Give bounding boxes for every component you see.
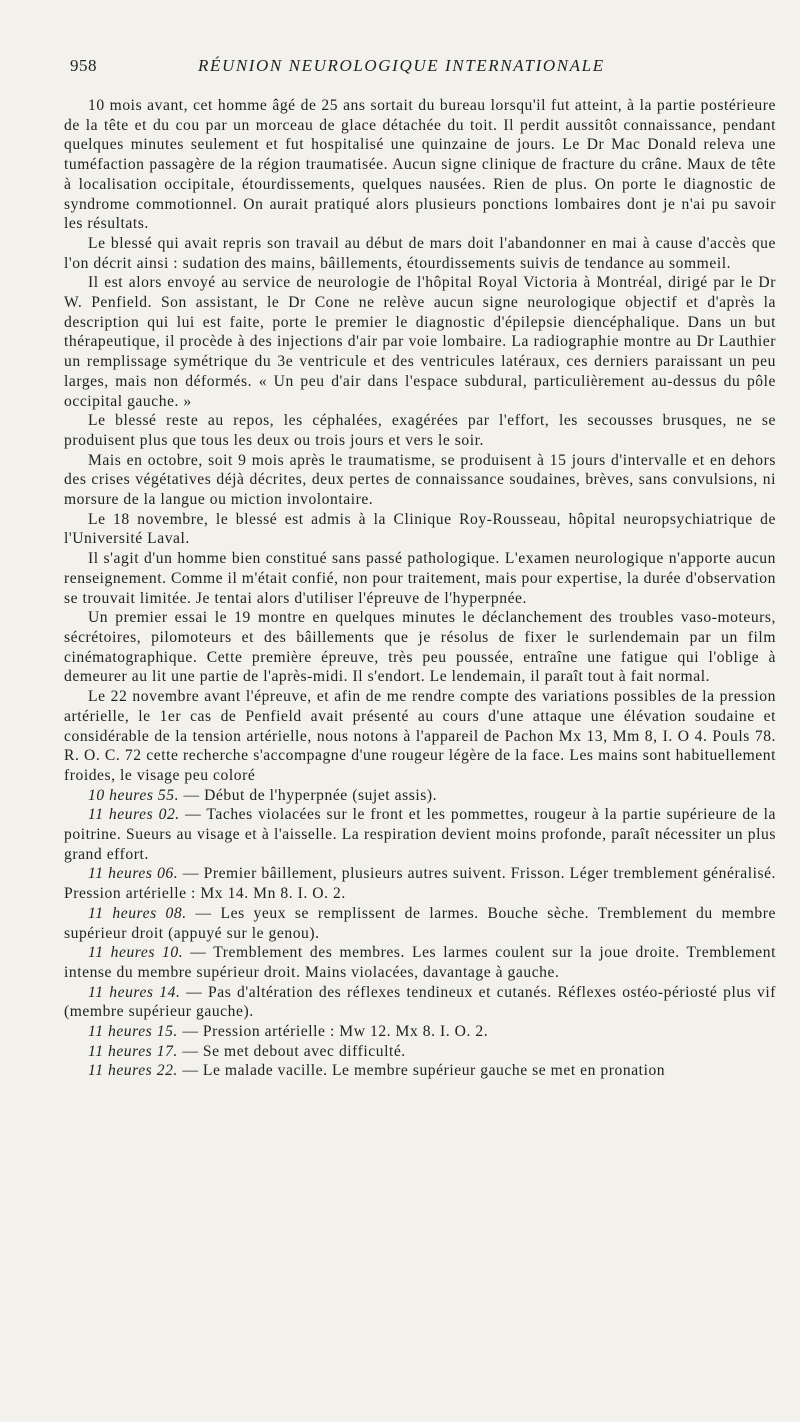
- time-stamp: 11 heures 10.: [88, 944, 184, 962]
- paragraph-text: — Le malade vacille. Le membre supérieur gauche se met en pronation: [177, 1062, 666, 1080]
- paragraph: [64, 1042, 776, 1062]
- paragraph-text: — Début de l'hyperpnée (sujet assis).: [179, 786, 438, 804]
- paragraph-text: 10 mois avant, cet homme âgé de 25 ans sortait du bureau lorsqu'il fut atteint, à la partie postérieure de la tête et du cou par un morceau de glace détachée du toit. Il perdit aussitôt connaissance, pendant quelques minutes seulement et fut hospitalisé une quinzaine de jours. Le Dr Mac Donald releva une tuméfaction passagère de la région traumatisée. Aucun signe clinique de fracture du crâne. Maux de tête à localisation occipitale, étourdissements, quelques nausées. Rien de plus. On porte le diagnostic de syndrome commotionnel. On aurait pratiqué alors plusieurs ponctions lombaires dont je n'ai pu savoir les résultats.: [64, 97, 776, 233]
- paragraph-text: Le blessé reste au repos, les céphalées, exagérées par l'effort, les secousses brusques, ne se produisent plus que tous les deux ou trois jours et vers le soir.: [64, 412, 776, 449]
- paragraph: [64, 904, 776, 943]
- paragraph-text: — Se met debout avec difficulté.: [177, 1042, 406, 1060]
- paragraph-text: Il s'agit d'un homme bien constitué sans passé pathologique. L'examen neurologique n'apporte aucun renseignement. Comme il m'était confié, non pour traitement, mais pour expertise, la durée d'observation se trouvait limitée. Je tentai alors d'utiliser l'épreuve de l'hyperpnée.: [64, 550, 776, 607]
- page-header: [70, 56, 770, 82]
- paragraph: [64, 96, 776, 234]
- paragraph-text: — Tremblement des membres. Les larmes coulent sur la joue droite. Tremblement intense du membre supérieur droit. Mains violacées, davantage à gauche.: [64, 944, 776, 981]
- paragraph-text: Le 18 novembre, le blessé est admis à la Clinique Roy-Rousseau, hôpital neuropsychiatrique de l'Université Laval.: [64, 510, 776, 548]
- paragraph: [64, 805, 776, 864]
- paragraph: [64, 549, 776, 608]
- paragraph-text: Le 22 novembre avant l'épreuve, et afin de me rendre compte des variations possibles de la pression artérielle, le 1er cas de Penfield avait présenté au cours d'une attaque une élévation soudaine et considérable de la tension artérielle, nous notons à l'appareil de Pachon Mx 13, Mm 8, I. O 4. Pouls 78. R. O. C. 72 cette recherche s'accompagne d'une rougeur légère de la face. Les mains sont habituellement froides, le visage peu coloré: [64, 688, 776, 784]
- paragraph-text: — Les yeux se remplissent de larmes. Bouche sèche. Tremblement du membre supérieur droit (appuyé sur le genou).: [64, 904, 776, 942]
- time-stamp: 11 heures 17.: [88, 1042, 178, 1060]
- paragraph-text: — Pression artérielle : Mw 12. Mx 8. I. O. 2.: [177, 1023, 489, 1041]
- paragraph-text: Mais en octobre, soit 9 mois après le traumatisme, se produisent à 15 jours d'intervalle et en dehors des crises végétatives déjà décrites, deux pertes de connaissance soudaines, brèves, sans convulsions, ni morsure de la langue ou miction involontaire.: [64, 451, 776, 509]
- time-stamp: 11 heures 02.: [88, 806, 180, 824]
- paragraph: [64, 1061, 776, 1081]
- paragraph-text: — Premier bâillement, plusieurs autres suivent. Frisson. Léger tremblement généralisé. Pression artérielle : Mx 14. Mn 8. I. O. 2.: [64, 865, 776, 903]
- paragraph: [64, 1022, 776, 1042]
- time-stamp: 10 heures 55.: [88, 786, 180, 804]
- time-stamp: 11 heures 15.: [88, 1023, 178, 1041]
- paragraph: [64, 687, 776, 786]
- paragraph: [64, 411, 776, 450]
- paragraph-text: Il est alors envoyé au service de neurologie de l'hôpital Royal Victoria à Montréal, dirigé par le Dr W. Penfield. Son assistant, le Dr Cone ne relève aucun signe neurologique objectif et d'après la description qui lui est faite, porte le premier le diagnostic d'épilepsie diencéphalique. Dans un but thérapeutique, il procède à des injections d'air par voie lombaire. La radiographie montre au Dr Lauthier un remplissage symétrique du 3e ventricule et des ventricules latéraux, ces derniers paraissant un peu larges, mais non déformés. « Un peu d'air dans l'espace subdural, particulièrement au-dessus du pôle occipital gauche. »: [64, 274, 776, 410]
- paragraph-text: — Taches violacées sur le front et les pommettes, rougeur à la partie supérieure de la poitrine. Sueurs au visage et à l'aisselle. La respiration devient moins profonde, paraît nécessiter un plus grand effort.: [64, 806, 776, 863]
- paragraph: [64, 510, 776, 549]
- page-number: 958: [70, 56, 97, 75]
- paragraph: [64, 864, 776, 903]
- paragraph: [64, 983, 776, 1022]
- time-stamp: 11 heures 06.: [88, 865, 179, 883]
- running-title: RÉUNION NEUROLOGIQUE INTERNATIONALE: [198, 56, 605, 75]
- body-text: [64, 96, 776, 1081]
- time-stamp: 11 heures 08.: [88, 904, 187, 922]
- paragraph: [64, 943, 776, 982]
- paragraph: [64, 234, 776, 273]
- time-stamp: 11 heures 22.: [88, 1062, 178, 1080]
- paragraph: [64, 451, 776, 510]
- time-stamp: 11 heures 14.: [88, 983, 181, 1001]
- paragraph: [64, 273, 776, 411]
- paragraph-text: — Pas d'altération des réflexes tendineux et cutanés. Réflexes ostéo-périosté plus vif (membre supérieur gauche).: [64, 983, 776, 1021]
- paragraph: [64, 608, 776, 687]
- paragraph: [64, 786, 776, 806]
- paragraph-text: Un premier essai le 19 montre en quelques minutes le déclanchement des troubles vaso-moteurs, sécrétoires, pilomoteurs et des bâillements que je résolus de fixer le surlendemain par un film cinématographique. Cette première épreuve, très peu poussée, entraîne une fatigue qui l'oblige à demeurer au lit une partie de l'après-midi. Il s'endort. Le lendemain, il paraît tout à fait normal.: [64, 609, 776, 686]
- paragraph-text: Le blessé qui avait repris son travail au début de mars doit l'abandonner en mai à cause d'accès que l'on décrit ainsi : sudation des mains, bâillements, étourdissements suivis de tendance au sommeil.: [64, 234, 776, 272]
